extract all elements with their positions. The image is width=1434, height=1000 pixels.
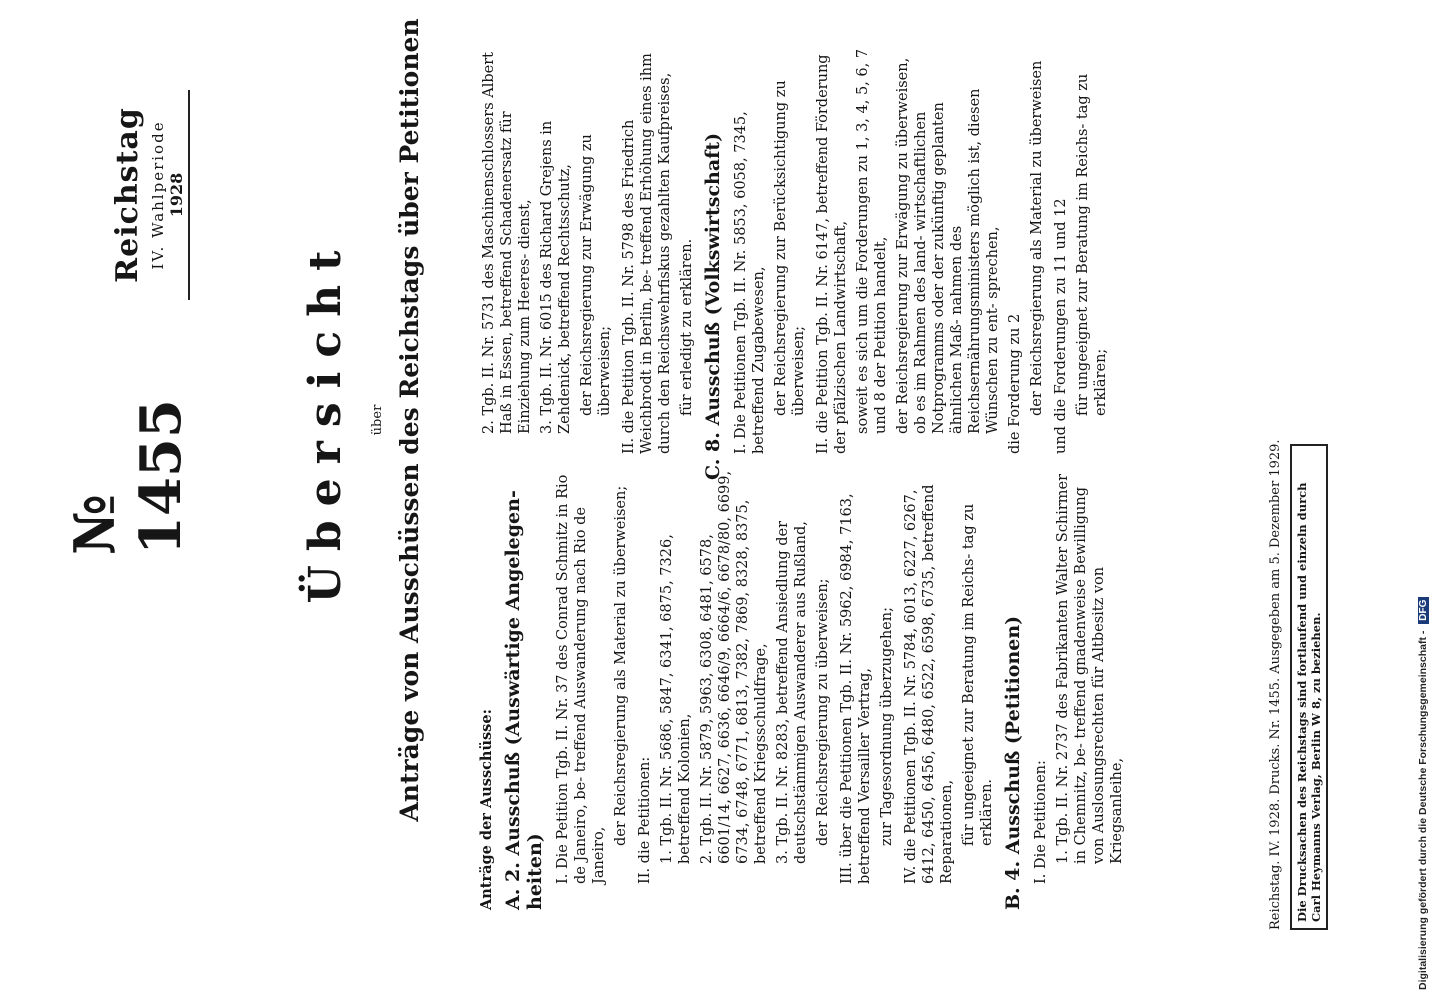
dfg-sidebar-note [1417,597,1429,990]
reichstag-header [110,90,190,300]
petition-a-ii-1: 1. Tgb. II. Nr. 5686, 5847, 6341, 6875, 7326, betreffend Kolonien, [659,534,693,864]
decision-c-ii-c: für ungeeignet zur Beratung im Reichs- tag zu erklären; [1075,73,1109,416]
petition-a-ii-3: 3. Tgb. II. Nr. 8283, betreffend Ansiedlung der deutschstämmigen Auswanderer aus Rußland, [775,520,809,864]
page-title: Übersicht [300,236,351,604]
petition-a-ii-2: 2. Tgb. II. Nr. 5879, 5963, 6308, 6481, 6578, 6601/14, 6627, 6636, 6646/9, 6664/6, 6678/80, 6699, 6734, 6748, 6771, 6813, 7382, 7869, 8328, 8375, betreffend Kriegsschuldfrage, [699,470,769,864]
decision-a-iii: zur Tagesordnung überzugehen; [879,607,895,846]
petition-a-iii: III. über die Petitionen Tgb. II. Nr. 5962, 6984, 7163, betreffend Versailler Vertrag, [839,493,873,884]
petition-a-ii: II. die Petitionen: [637,756,653,884]
section-c-heading: C. 8. Ausschuß (Volkswirtschaft) [702,132,724,480]
reichstag-title: Reichstag [110,107,145,283]
wahlperiode-label: IV. Wahlperiode [149,120,167,270]
petition-c-ii: II. die Petition Tgb. II. Nr. 6147, betreffend Förderung der pfälzischen Landwirtschaft, [815,54,849,454]
petition-b-i-2: 2. Tgb. II. Nr. 5731 des Maschinenschlossers Albert Haß in Essen, betreffend Schadenersatz für Einziehung zum Heeres- dienst, [481,52,533,434]
petition-b-i: I. Die Petitionen: [1033,760,1049,884]
section-a-heading: A. 2. Ausschuß (Auswärtige Angelegen- heiten) [502,490,546,910]
footer-notice-box: Die Drucksachen des Reichstags sind fortlaufend und einzeln durch Carl Heymanns Verlag, Berlin W 8, zu beziehen. [1290,444,1328,930]
page-subtitle: Anträge von Ausschüssen des Reichstags über Petitionen [395,18,424,822]
petition-c-i: I. Die Petitionen Tgb. II. Nr. 5853, 6058, 7345, betreffend Zugabewesen, [733,111,767,454]
column-right [478,40,1116,480]
petition-b-ii: II. die Petition Tgb. II. Nr. 5798 des Friedrich Weichbrodt in Berlin, be- treffend Erhöhung eines ihm durch den Reichswehrfiskus gezahlten Kaufpreises, [621,53,673,454]
decision-a-i: der Reichsregierung als Material zu überweisen; [613,485,629,846]
decision-a-ii: der Reichsregierung zu überweisen; [815,578,831,846]
petition-c-ii-a: soweit es sich um die Forderungen zu 1, 3, 4, 5, 6, 7 und 8 der Petition handelt, [855,48,889,434]
decision-b-ii: für erledigt zu erklären. [679,238,695,416]
dfg-sidebar-text: Digitalisierung gefördert durch die Deutsche Forschungsgemeinschaft - [1417,630,1429,990]
petition-a-iv: IV. die Petitionen Tgb. II. Nr. 5784, 6013, 6227, 6267, 6412, 6450, 6456, 6480, 6522, 6598, 6735, betreffend Reparationen, [903,484,955,884]
column-left [478,470,1130,910]
petition-c-ii-c: und die Forderungen zu 11 und 12 [1053,198,1069,454]
dfg-logo: DFG [1418,597,1429,624]
section-b-heading: B. 4. Ausschuß (Petitionen) [1002,615,1024,910]
footer-line: Reichstag. IV. 1928. Drucks. Nr. 1455. Ausgegeben am 5. Dezember 1929. [1268,439,1283,930]
decision-c-i: der Reichsregierung zur Berücksichtigung zu überweisen; [773,80,807,416]
decision-c-ii-b: der Reichsregierung als Material zu überweisen [1029,60,1045,416]
petition-b-i-1: 1. Tgb. II. Nr. 2737 des Fabrikanten Walter Schirmer in Chemnitz, be- treffend gnadenweise Bewilligung von Auslosungsrechten für Altbesitz von Kriegsanleihe, [1055,473,1125,864]
decision-c-ii-a: der Reichsregierung zur Erwägung zu überweisen, ob es im Rahmen des land- wirtschaftlichen Notprogramms oder der zukünftig geplanten ähnlichen Maß- nahmen des Reichsernährungsministers möglich ist, diesen Wünschen zu ent- sprechen, [895,57,1001,434]
petition-b-i-3: 3. Tgb. II. Nr. 6015 des Richard Grejens in Zehdenick, betreffend Rechtsschutz, [539,120,573,434]
year-label: 1928 [167,90,190,300]
intro-heading: Anträge der Ausschüsse: [478,709,495,910]
petition-c-ii-b: die Forderung zu 2 [1007,313,1023,454]
decision-b-i: der Reichsregierung zur Erwägung zu überweisen; [579,134,613,416]
decision-a-iv: für ungeeignet zur Beratung im Reichs- tag zu erklären. [961,503,995,846]
document-number: № 1455 [62,399,194,555]
petition-a-i: I. Die Petition Tgb. II. Nr. 37 des Conrad Schmitz in Rio de Janeiro, be- treffend Auswanderung nach Rio de Janeiro, [555,474,607,884]
title-connector: über [370,404,385,436]
